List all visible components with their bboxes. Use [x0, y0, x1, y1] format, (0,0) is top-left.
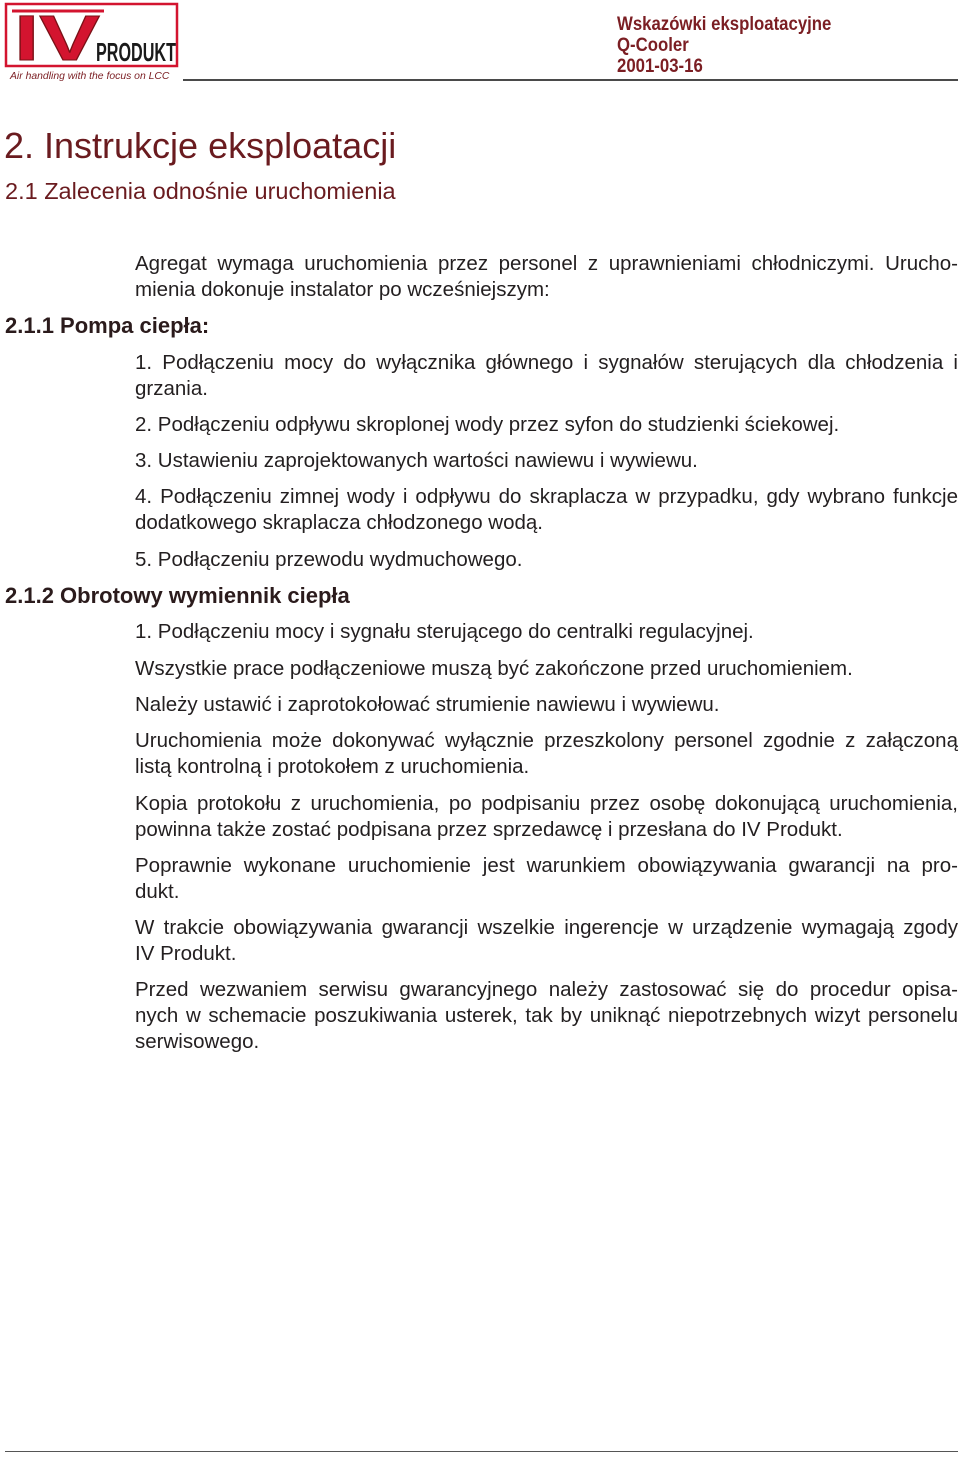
note-paragraph [135, 977, 958, 1055]
note-line: Należy ustawić i zaprotokołować strumienie nawiewu i wywiewu. [135, 692, 720, 716]
heat-pump-step-1 [135, 350, 958, 402]
note-line: Przed wezwaniem serwisu gwarancyjnego należy zastosować się do procedur opisa- [135, 978, 958, 1002]
note-paragraph [135, 791, 958, 843]
document-type: Wskazówki eksploatacyjne [617, 13, 832, 35]
step-line: 2. Podłączeniu odpływu skroplonej wody przez syfon do studzienki ściekowej. [135, 412, 840, 436]
heat-pump-step-5 [135, 547, 958, 573]
step-line: 4. Podłączeniu zimnej wody i odpływu do skraplacza w przypadku, gdy wybrano funkcje [135, 485, 958, 509]
note-paragraph [135, 915, 958, 967]
rotary-exchanger-heading: 2.1.2 Obrotowy wymiennik ciepła [5, 583, 350, 609]
step-line: 1. Podłączeniu mocy i sygnału sterującego do centralki regulacyjnej. [135, 620, 754, 644]
note-line: IV Produkt. [135, 942, 237, 966]
note-line: nych w schemacie poszukiwania usterek, tak by uniknąć niepotrzebnych wizyt personelu [135, 1004, 958, 1028]
step-line: 1. Podłączeniu mocy do wyłącznika głównego i sygnałów sterujących dla chłodzenia i [135, 350, 958, 374]
note-paragraph [135, 692, 958, 718]
footer-divider [5, 1451, 958, 1452]
intro-line: mienia dokonuje instalator po wcześniejszym: [135, 278, 550, 301]
logo-name: PRODUKT [96, 37, 177, 67]
heat-pump-step-2 [135, 412, 958, 438]
note-line: listą kontrolną i protokołem z uruchomienia. [135, 755, 530, 779]
logo-tagline: Air handling with the focus on LCC [10, 71, 170, 82]
step-line: dodatkowego skraplacza chłodzonego wodą. [135, 511, 543, 535]
step-line: 3. Ustawieniu zaprojektowanych wartości nawiewu i wywiewu. [135, 449, 698, 473]
step-line: 5. Podłączeniu przewodu wydmuchowego. [135, 547, 523, 571]
logo-mark: IV [14, 2, 101, 74]
note-paragraph [135, 728, 958, 780]
product-name: Q-Cooler [617, 34, 689, 56]
note-line: Poprawnie wykonane uruchomienie jest warunkiem obowiązywania gwarancji na pro- [135, 853, 958, 877]
note-line: dukt. [135, 879, 180, 903]
note-line: powinna także zostać podpisana przez sprzedawcę i przesłana do IV Produkt. [135, 817, 843, 841]
document-date: 2001-03-16 [617, 55, 703, 77]
rotary-exchanger-step-1 [135, 619, 958, 645]
note-line: Kopia protokołu z uruchomienia, po podpisaniu przez osobę dokonującą uruchomienia, [135, 791, 958, 815]
note-paragraph [135, 656, 958, 682]
document-body [5, 251, 958, 1055]
note-paragraph [135, 853, 958, 905]
iv-produkt-logo [4, 2, 180, 74]
step-line: grzania. [135, 376, 208, 400]
heat-pump-heading: 2.1.1 Pompa ciepła: [5, 313, 210, 339]
heat-pump-step-3 [135, 448, 958, 474]
note-line: serwisowego. [135, 1030, 260, 1054]
note-line: Wszystkie prace podłączeniowe muszą być zakończone przed uruchomieniem. [135, 656, 853, 680]
document-meta [617, 14, 866, 77]
heat-pump-step-4 [135, 484, 958, 536]
note-line: Uruchomienia może dokonywać wyłącznie przeszkolony personel zgodnie z załączoną [135, 729, 958, 753]
intro-paragraph [135, 251, 958, 303]
header-divider [183, 79, 958, 81]
intro-line: Agregat wymaga uruchomienia przez personel z uprawnieniami chłodniczymi. Urucho- [135, 252, 958, 275]
section-heading: 2.1 Zalecenia odnośnie uruchomienia [5, 178, 396, 204]
note-line: W trakcie obowiązywania gwarancji wszelkie ingerencje w urządzenie wymagają zgody [135, 916, 958, 940]
page-title: 2. Instrukcje eksploatacji [4, 125, 397, 166]
